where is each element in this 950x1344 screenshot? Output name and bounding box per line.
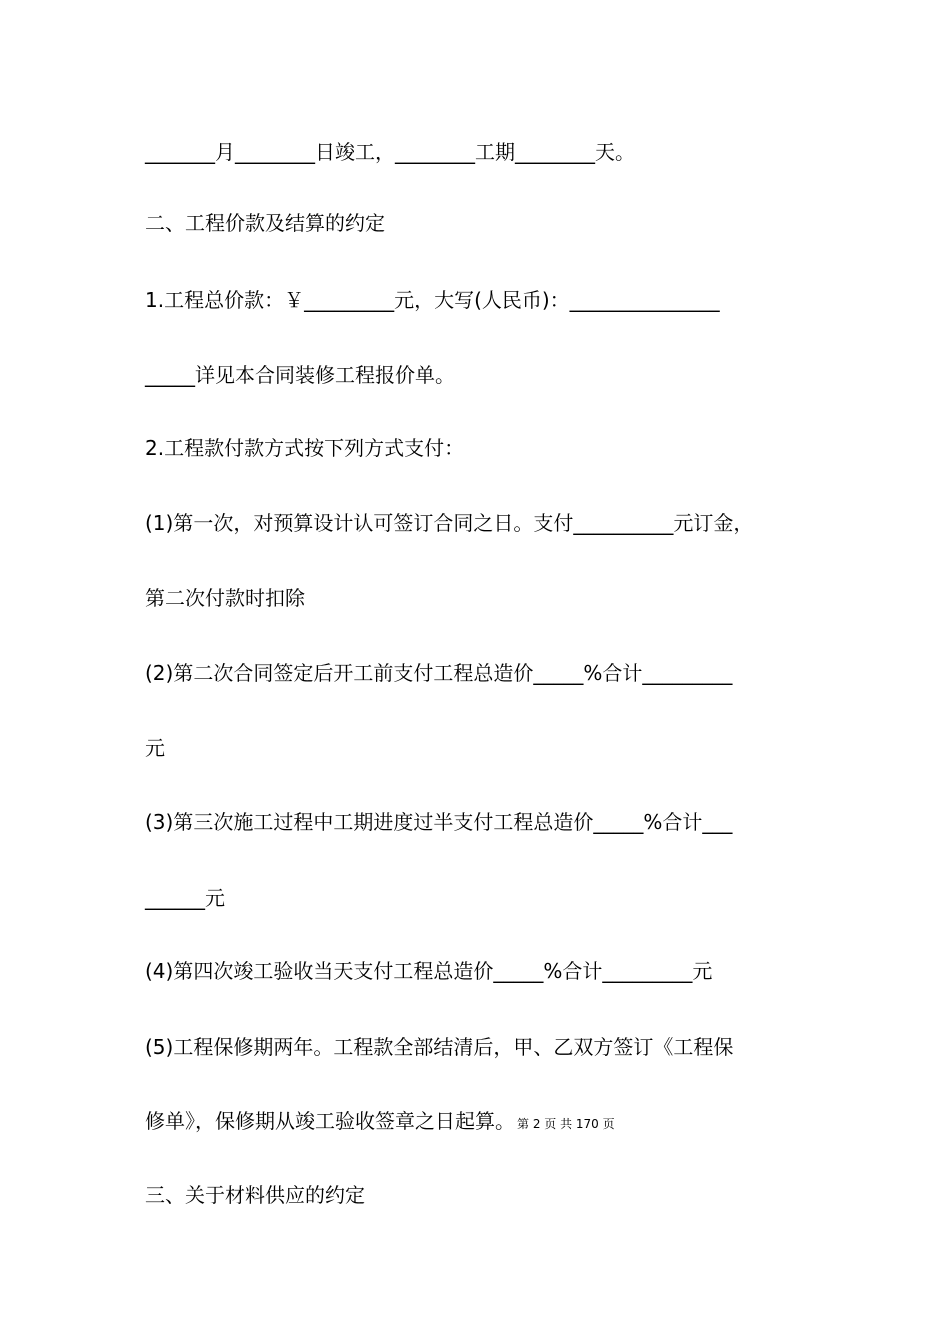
- section-heading-materials: 三、关于材料供应的约定: [145, 1183, 365, 1207]
- text-line-completion-date: _______月________日竣工，________工期________天。: [145, 140, 635, 164]
- text-line-payment-2: (2)第二次合同签定后开工前支付工程总造价_____%合计_________: [145, 661, 733, 685]
- text-line-payment-3: (3)第三次施工过程中工期进度过半支付工程总造价_____%合计___: [145, 810, 733, 834]
- section-heading-price-settlement: 二、工程价款及结算的约定: [145, 211, 385, 235]
- text-line-payment-method: 2.工程款付款方式按下列方式支付：: [145, 436, 465, 460]
- text-line-payment-1: (1)第一次，对预算设计认可签订合同之日。支付__________元订金，: [145, 511, 754, 535]
- text-line-payment-1-cont: 第二次付款时扣除: [145, 586, 305, 610]
- page-footer: 第 2 页 共 170 页: [517, 1117, 615, 1131]
- text-line-price-detail: _____详见本合同装修工程报价单。: [145, 363, 455, 387]
- text-line-payment-3-cont: ______元: [145, 886, 225, 910]
- text-line-payment-4: (4)第四次竣工验收当天支付工程总造价_____%合计_________元: [145, 959, 713, 983]
- text-line-warranty-cont: [145, 1108, 615, 1137]
- text-line-payment-2-cont: 元: [145, 736, 165, 760]
- text-line-total-price: 1.工程总价款：￥_________元，大写(人民币)：_______________: [145, 288, 720, 312]
- text-line-warranty: (5)工程保修期两年。工程款全部结清后，甲、乙双方签订《工程保: [145, 1035, 734, 1059]
- warranty-cont-text: 修单》，保修期从竣工验收签章之日起算。: [145, 1109, 515, 1133]
